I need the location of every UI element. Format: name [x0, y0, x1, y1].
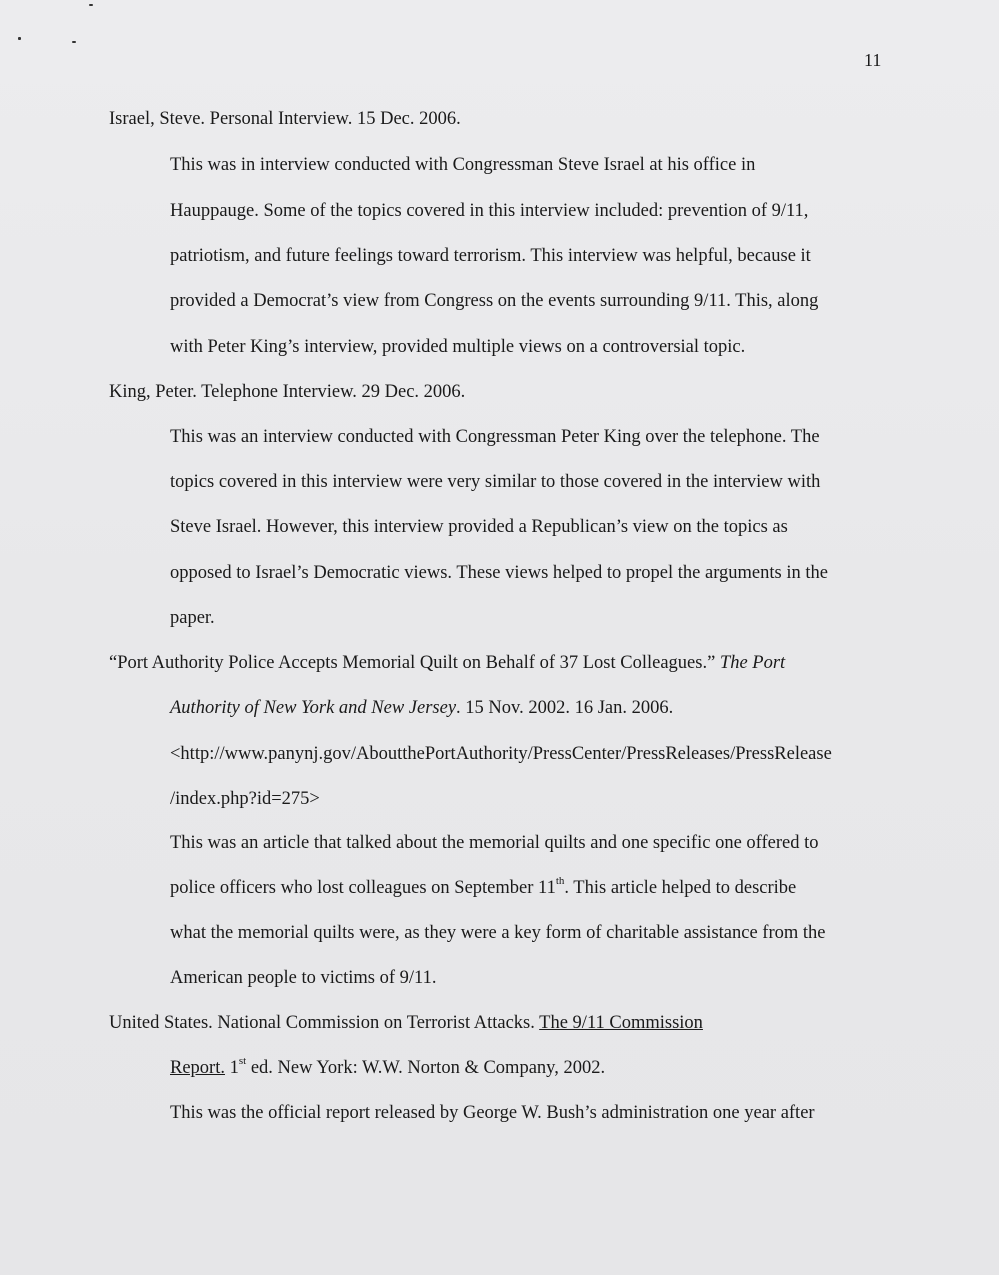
annotation-line: patriotism, and future feelings toward terrorism. This interview was helpful, because it: [170, 246, 811, 266]
citation-url: /index.php?id=275>: [170, 789, 320, 809]
annotation-line: This was the official report released by George W. Bush’s administration one year after: [170, 1103, 815, 1123]
annotation-line: Steve Israel. However, this interview provided a Republican’s view on the topics as: [170, 517, 788, 537]
citation-continuation: [170, 697, 673, 719]
scan-speck: [72, 41, 76, 43]
citation-continuation: [170, 1054, 606, 1079]
ordinal-suffix: st: [238, 1054, 247, 1067]
annotation-line: with Peter King’s interview, provided multiple views on a controversial topic.: [170, 337, 746, 357]
scan-speck: [89, 4, 93, 6]
annotation-line: This was an article that talked about the memorial quilts and one specific one offered to: [170, 833, 819, 853]
citation-israel: Israel, Steve. Personal Interview. 15 Dec. 2006.: [109, 109, 461, 129]
annotation-line: what the memorial quilts were, as they were a key form of charitable assistance from the: [170, 923, 826, 943]
citation-title-underlined: The 9/11 Commission: [539, 1013, 703, 1033]
scan-speck: [18, 37, 21, 40]
citation-edition: 1: [224, 1058, 239, 1078]
citation-port-authority: [109, 652, 785, 674]
citation-source-italic: The Port: [719, 653, 786, 673]
citation-source-italic: Authority of New York and New Jersey: [170, 698, 457, 718]
citation-title-underlined: Report.: [170, 1058, 225, 1078]
annotation-line: paper.: [170, 608, 215, 628]
annotation-line: topics covered in this interview were very similar to those covered in the interview with: [170, 472, 821, 492]
annotation-line: provided a Democrat’s view from Congress on the events surrounding 9/11. This, along: [170, 291, 819, 311]
citation-commission-report: [109, 1012, 703, 1034]
page-number: 11: [864, 50, 882, 70]
citation-publisher: ed. New York: W.W. Norton & Company, 2002.: [246, 1058, 606, 1078]
annotation-text: . This article helped to describe: [564, 878, 797, 898]
annotation-text: police officers who lost colleagues on September 11: [170, 878, 556, 898]
annotation-line: opposed to Israel’s Democratic views. These views helped to propel the arguments in the: [170, 563, 828, 583]
annotation-line: American people to victims of 9/11.: [170, 968, 437, 988]
citation-title: “Port Authority Police Accepts Memorial Quilt on Behalf of 37 Lost Colleagues.”: [109, 653, 720, 673]
citation-url: <http://www.panynj.gov/AboutthePortAuthority/PressCenter/PressReleases/PressRelease: [170, 744, 832, 764]
citation-author: United States. National Commission on Terrorist Attacks.: [109, 1013, 540, 1033]
annotation-line: [170, 874, 797, 899]
ordinal-suffix: th: [555, 874, 565, 887]
annotation-line: This was an interview conducted with Congressman Peter King over the telephone. The: [170, 427, 820, 447]
annotation-line: This was in interview conducted with Congressman Steve Israel at his office in: [170, 155, 756, 175]
annotation-line: Hauppauge. Some of the topics covered in this interview included: prevention of 9/11,: [170, 201, 809, 221]
citation-king: King, Peter. Telephone Interview. 29 Dec. 2006.: [109, 382, 466, 402]
citation-dates: . 15 Nov. 2002. 16 Jan. 2006.: [456, 698, 674, 718]
